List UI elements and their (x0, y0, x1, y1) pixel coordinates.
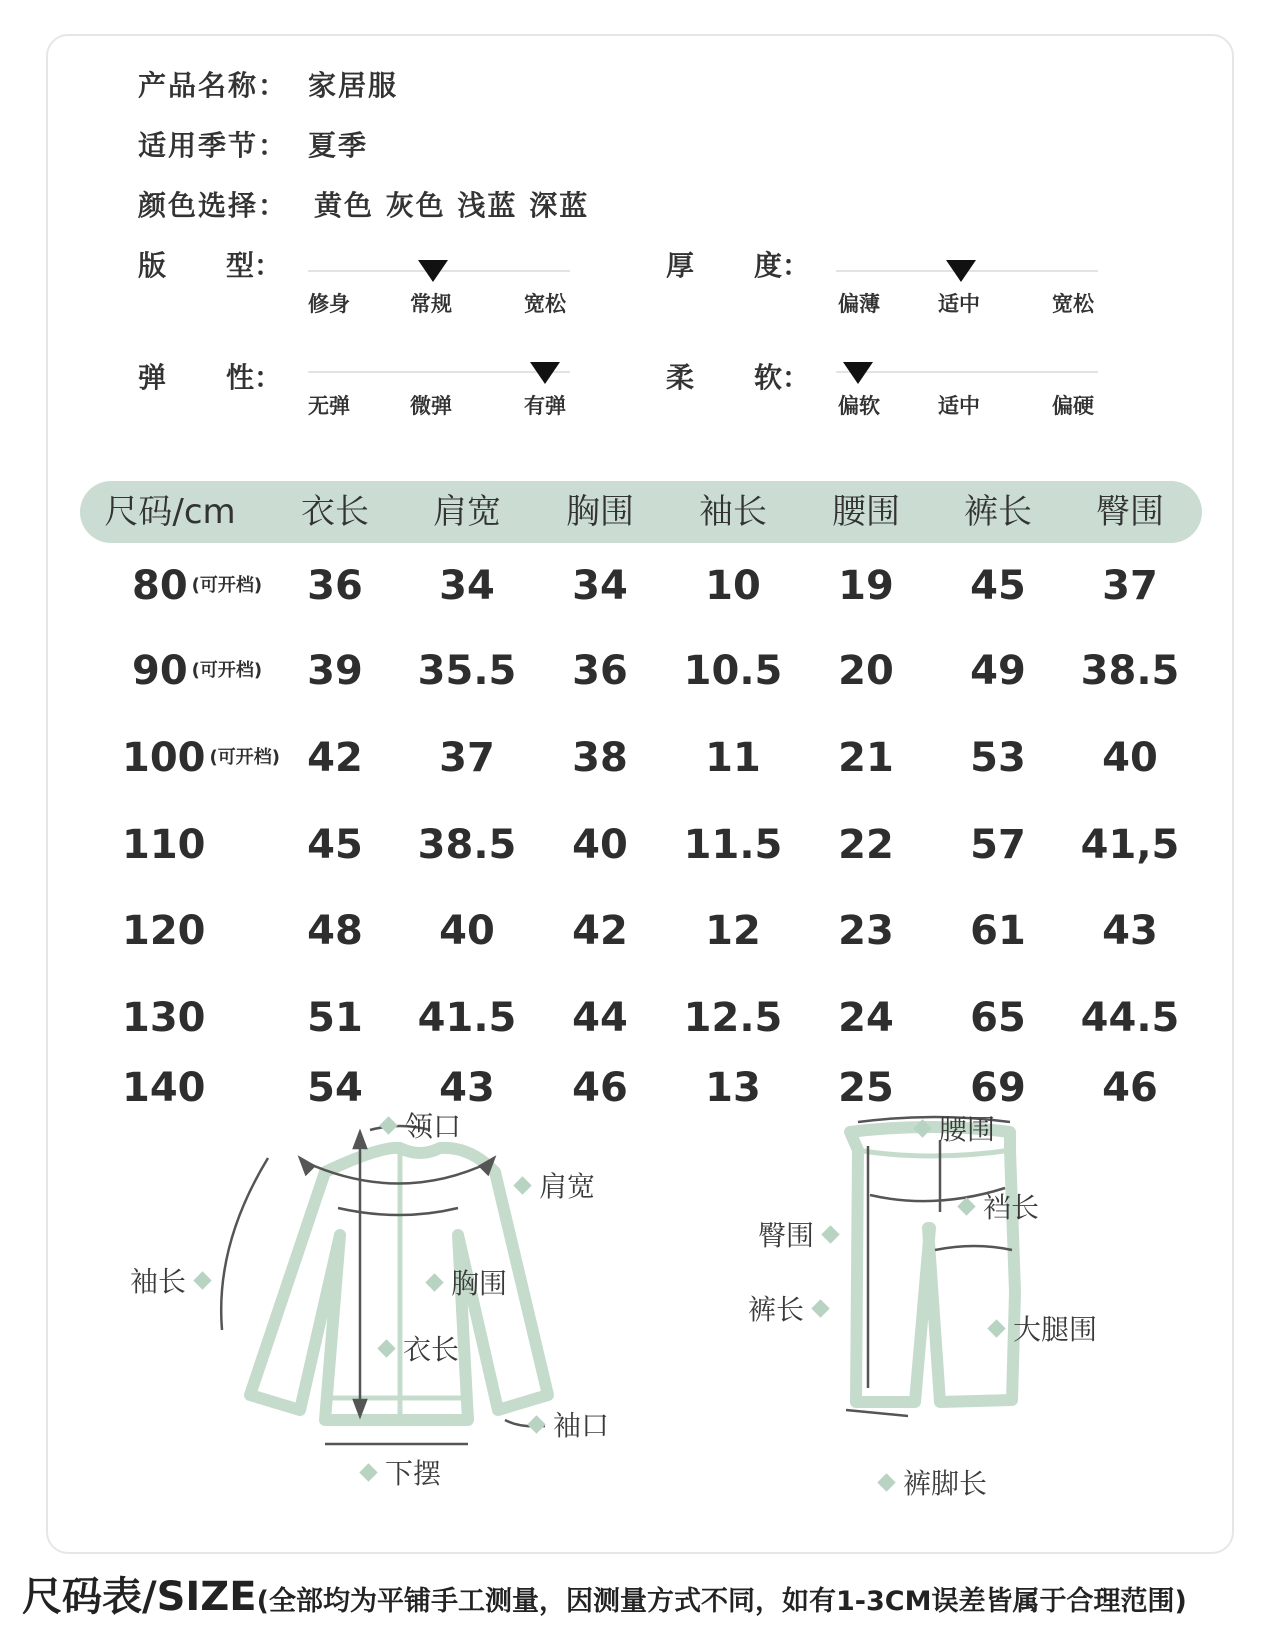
size-table-header (80, 481, 1202, 543)
footer-note: (全部均为平铺手工测量，因测量方式不同，如有1-3CM误差皆属于合理范围) (256, 1586, 1187, 1617)
season-row (138, 124, 368, 164)
softness-option-3: 偏硬 (1052, 394, 1094, 418)
fit-option-2: 常规 (410, 292, 452, 316)
fit-marker (418, 260, 448, 282)
label-collar: 领口 (372, 1105, 461, 1145)
label-sleeve: 袖长 (130, 1260, 219, 1300)
table-cell: 41,5 (1080, 822, 1180, 868)
table-cell: 40 (439, 908, 495, 954)
table-cell: 42 (572, 908, 628, 954)
table-cell: 20 (838, 648, 894, 694)
size-cell: 80 $^{(可开档)}$ (132, 563, 263, 609)
product-name-label: 产品名称： (138, 69, 289, 102)
softness-option-2: 适中 (938, 394, 980, 418)
season-value: 夏季 (308, 129, 369, 162)
thickness-marker (946, 260, 976, 282)
diamond-icon (379, 1116, 397, 1134)
header-hip: 臀围 (1096, 492, 1164, 532)
table-cell: 39 (307, 648, 363, 694)
diamond-icon (193, 1271, 211, 1289)
diamond-icon (957, 1197, 975, 1215)
table-cell: 38.5 (1080, 648, 1180, 694)
diamond-icon (513, 1176, 531, 1194)
softness-track (836, 371, 1098, 373)
softness-option-1: 偏软 (838, 394, 880, 418)
size-cell: 120 (122, 908, 206, 954)
diamond-icon (913, 1119, 931, 1137)
header-shoulder: 肩宽 (433, 492, 501, 532)
table-cell: 12 (705, 908, 761, 954)
diamond-icon (811, 1299, 829, 1317)
table-cell: 35.5 (417, 648, 517, 694)
table-cell: 45 (307, 822, 363, 868)
elasticity-option-1: 无弹 (308, 394, 350, 418)
size-cell: 90 $^{(可开档)}$ (132, 648, 263, 694)
product-name-value: 家居服 (308, 69, 399, 102)
label-chest: 胸围 (418, 1262, 507, 1302)
size-note: (可开档) (191, 575, 263, 596)
size-cell: 140 (122, 1065, 206, 1111)
table-cell: 37 (439, 735, 495, 781)
table-cell: 34 (439, 563, 495, 609)
table-cell: 40 (1102, 735, 1158, 781)
table-cell: 11 (705, 735, 761, 781)
label-hem: 下摆 (352, 1452, 441, 1492)
elasticity-option-2: 微弹 (410, 394, 452, 418)
color-label: 颜色选择： (138, 189, 289, 222)
diamond-icon (877, 1473, 895, 1491)
header-size: 尺码/cm (104, 492, 236, 532)
table-cell: 38 (572, 735, 628, 781)
softness-marker (843, 362, 873, 384)
softness-label: 柔 软： (666, 361, 811, 394)
table-cell: 21 (838, 735, 894, 781)
label-waist: 腰围 (906, 1108, 995, 1148)
diamond-icon (987, 1319, 1005, 1337)
table-cell: 44 (572, 995, 628, 1041)
table-cell: 46 (1102, 1065, 1158, 1111)
header-pants-length: 裤长 (964, 492, 1032, 532)
diamond-icon (821, 1225, 839, 1243)
season-label: 适用季节： (138, 129, 289, 162)
table-cell: 36 (572, 648, 628, 694)
table-cell: 42 (307, 735, 363, 781)
pants-illustration (850, 1127, 1015, 1402)
diamond-icon (377, 1339, 395, 1357)
table-cell: 22 (838, 822, 894, 868)
elasticity-option-3: 有弹 (524, 394, 566, 418)
header-waist: 腰围 (832, 492, 900, 532)
header-chest: 胸围 (566, 492, 634, 532)
table-cell: 48 (307, 908, 363, 954)
size-cell: 110 (122, 822, 206, 868)
diamond-icon (425, 1273, 443, 1291)
table-cell: 49 (970, 648, 1026, 694)
label-top-length: 衣长 (370, 1328, 459, 1368)
table-cell: 44.5 (1080, 995, 1180, 1041)
table-cell: 41.5 (417, 995, 517, 1041)
table-cell: 25 (838, 1065, 894, 1111)
label-shoulder: 肩宽 (506, 1165, 595, 1205)
table-cell: 13 (705, 1065, 761, 1111)
table-cell: 10.5 (683, 648, 783, 694)
size-note: (可开档) (209, 747, 280, 768)
table-cell: 69 (970, 1065, 1026, 1111)
label-cuff: 袖口 (520, 1404, 609, 1444)
label-hip: 臀围 (758, 1214, 847, 1254)
elasticity-marker (530, 362, 560, 384)
footer-title: 尺码表/SIZE (22, 1574, 257, 1620)
table-cell: 12.5 (683, 995, 783, 1041)
elasticity-label: 弹 性： (138, 361, 283, 394)
fit-option-1: 修身 (308, 292, 350, 316)
color-row (138, 184, 589, 224)
label-leg-opening: 裤脚长 (870, 1462, 987, 1502)
table-cell: 65 (970, 995, 1026, 1041)
table-cell: 34 (572, 563, 628, 609)
table-cell: 40 (572, 822, 628, 868)
table-cell: 19 (838, 563, 894, 609)
table-cell: 45 (970, 563, 1026, 609)
product-name-row (138, 64, 398, 104)
size-cell: 100 $^{(可开档)}$ (122, 735, 280, 781)
label-pants-length: 裤长 (748, 1288, 837, 1328)
table-cell: 38.5 (417, 822, 517, 868)
table-cell: 37 (1102, 563, 1158, 609)
header-length: 衣长 (301, 492, 369, 532)
table-cell: 43 (1102, 908, 1158, 954)
label-thigh: 大腿围 (980, 1308, 1097, 1348)
size-cell: 130 (122, 995, 206, 1041)
table-cell: 24 (838, 995, 894, 1041)
table-cell: 36 (307, 563, 363, 609)
header-sleeve: 袖长 (699, 492, 767, 532)
size-note: (可开档) (191, 660, 263, 681)
diamond-icon (527, 1415, 545, 1433)
table-cell: 54 (307, 1065, 363, 1111)
table-cell: 11.5 (683, 822, 783, 868)
table-cell: 51 (307, 995, 363, 1041)
table-cell: 57 (970, 822, 1026, 868)
fit-label: 版 型： (138, 249, 283, 282)
table-cell: 23 (838, 908, 894, 954)
table-cell: 10 (705, 563, 761, 609)
color-value: 黄色 灰色 浅蓝 深蓝 (314, 189, 590, 222)
table-cell: 53 (970, 735, 1026, 781)
thickness-option-1: 偏薄 (838, 292, 880, 316)
table-cell: 43 (439, 1065, 495, 1111)
table-cell: 46 (572, 1065, 628, 1111)
fit-option-3: 宽松 (524, 292, 566, 316)
thickness-option-2: 适中 (938, 292, 980, 316)
table-cell: 61 (970, 908, 1026, 954)
thickness-option-3: 宽松 (1052, 292, 1094, 316)
footer-caption (22, 1565, 1187, 1622)
diamond-icon (359, 1463, 377, 1481)
label-rise: 裆长 (950, 1186, 1039, 1226)
thickness-label: 厚 度： (666, 249, 811, 282)
